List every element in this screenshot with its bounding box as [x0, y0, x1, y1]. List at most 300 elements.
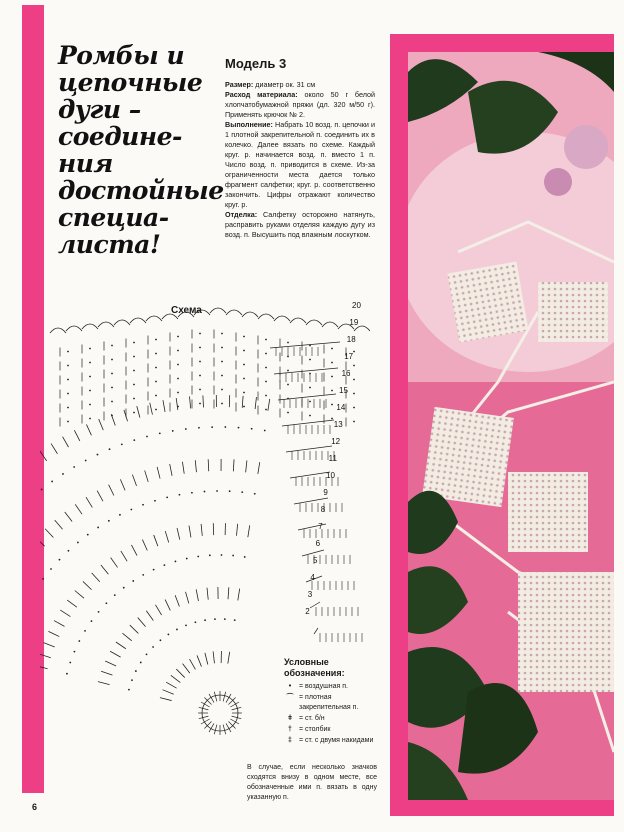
- diagram-dot: [111, 387, 113, 389]
- diagram-stroke: [163, 400, 165, 412]
- material-text: около 50 г белой хлопчатобумажной пряжи (дл. 320 м/50 г). Применять крючок № 2.: [225, 90, 375, 119]
- diagram-dot: [67, 393, 69, 395]
- diagram-stroke: [182, 462, 184, 474]
- doily-photo: [408, 52, 614, 800]
- diagram-stroke: [150, 403, 153, 415]
- round-number: 2: [305, 607, 310, 616]
- diagram-stroke: [154, 535, 158, 546]
- diagram-stroke: [55, 520, 63, 529]
- diagram-stroke: [160, 698, 172, 701]
- round-number: 12: [331, 437, 341, 446]
- diagram-dot: [309, 359, 311, 361]
- diagram-dot: [131, 679, 133, 681]
- diagram-stroke: [314, 628, 318, 634]
- scheme-label: Схема: [171, 305, 202, 316]
- diagram-stroke: [270, 342, 340, 348]
- diagram-arc: [290, 318, 306, 323]
- diagram-dot: [111, 359, 113, 361]
- diagram-dot: [265, 395, 267, 397]
- diagram-arc: [194, 310, 210, 315]
- diagram-stroke: [294, 498, 328, 504]
- diagram-dot: [132, 580, 134, 582]
- diagram-stroke: [204, 721, 211, 728]
- diagram-dot: [109, 448, 111, 450]
- round-number: 4: [310, 573, 315, 582]
- diagram-dot: [204, 491, 206, 493]
- diagram-stroke: [248, 525, 250, 537]
- round-number: 20: [352, 301, 361, 310]
- diagram-dot: [199, 403, 201, 405]
- diagram-dot: [78, 640, 80, 642]
- diagram-dot: [91, 620, 93, 622]
- diagram-dot: [142, 574, 144, 576]
- diagram-arc: [258, 314, 274, 319]
- legend-item: [284, 714, 374, 724]
- diagram-stroke: [51, 444, 57, 454]
- diagram-dot: [111, 373, 113, 375]
- diagram-dot: [216, 490, 218, 492]
- diagram-stroke: [190, 659, 196, 669]
- diagram-stroke: [101, 565, 109, 574]
- diagram-dot: [155, 409, 157, 411]
- diagram-dot: [177, 350, 179, 352]
- diagram-stroke: [86, 497, 92, 507]
- diagram-stroke: [146, 611, 153, 621]
- diagram-dot: [221, 361, 223, 363]
- diagram-stroke: [110, 651, 120, 657]
- diagram-dot: [67, 351, 69, 353]
- diagram-stroke: [165, 531, 168, 542]
- diagram-dot: [50, 568, 52, 570]
- diagram-dot: [89, 376, 91, 378]
- diagram-dot: [177, 406, 179, 408]
- diagram-dot: [146, 653, 148, 655]
- diagram-stroke: [274, 368, 338, 374]
- diagram-dot: [121, 443, 123, 445]
- diagram-dot: [155, 395, 157, 397]
- diagram-dot: [287, 384, 289, 386]
- diagram-dot: [232, 555, 234, 557]
- diagram-arc: [98, 322, 114, 327]
- diagram-dot: [142, 504, 144, 506]
- diagram-dot: [179, 494, 181, 496]
- diagram-dot: [265, 381, 267, 383]
- diagram-dot: [160, 639, 162, 641]
- size-paragraph: [225, 80, 375, 90]
- diagram-dot: [166, 496, 168, 498]
- diagram-dot: [42, 578, 44, 580]
- diagram-arc: [242, 312, 258, 317]
- diagram-dot: [175, 561, 177, 563]
- diagram-stroke: [63, 437, 69, 447]
- diagram-dot: [177, 364, 179, 366]
- diagram-dot: [186, 558, 188, 560]
- diagram-dot: [114, 594, 116, 596]
- diagram-note: В случае, если несколько значков сходятся внизу в одном месте, все обозначенные ими п. вязать в одну указанную п.: [247, 764, 377, 801]
- size-text: диаметр ок. 31 см: [255, 80, 316, 89]
- diagram-dot: [155, 353, 157, 355]
- half-double-icon: ǂ: [287, 715, 293, 722]
- diagram-dot: [221, 554, 223, 556]
- diagram-dot: [265, 409, 267, 411]
- diagram-stroke: [183, 664, 190, 674]
- diagram-stroke: [171, 675, 181, 682]
- diagram-dot: [331, 390, 333, 392]
- diagram-stroke: [99, 419, 104, 430]
- diagram-dot: [224, 426, 226, 428]
- headline-line: соедине-: [58, 122, 182, 151]
- diagram-dot: [67, 365, 69, 367]
- round-number: 8: [320, 505, 326, 514]
- diagram-dot: [221, 403, 223, 405]
- round-number: 3: [307, 590, 313, 599]
- diagram-stroke: [201, 524, 202, 536]
- round-number: 17: [344, 352, 354, 361]
- diagram-stroke: [101, 671, 112, 675]
- diagram-dot: [177, 378, 179, 380]
- diagram-dot: [309, 401, 311, 403]
- diagram-stroke: [98, 682, 110, 685]
- round-number: 13: [333, 420, 343, 429]
- headline-line: дуги –: [58, 95, 141, 124]
- diagram-dot: [214, 618, 216, 620]
- page-number: 6: [32, 802, 38, 812]
- diagram-stroke: [214, 725, 217, 735]
- diagram-stroke: [67, 600, 77, 607]
- diagram-stroke: [228, 721, 235, 728]
- headline-line: достойные: [58, 176, 224, 205]
- diagram-stroke: [122, 633, 131, 641]
- diagram-stroke: [130, 625, 139, 633]
- diagram-dot: [89, 390, 91, 392]
- diagram-stroke: [92, 573, 100, 582]
- legend-item: [284, 725, 374, 735]
- diagram-dot: [199, 361, 201, 363]
- diagram-stroke: [233, 459, 234, 471]
- diagram-dot: [353, 393, 355, 395]
- round-number: 14: [336, 403, 346, 412]
- diagram-stroke: [157, 467, 160, 479]
- diagram-stroke: [246, 460, 247, 472]
- diagram-dot: [85, 460, 87, 462]
- diagram-dot: [331, 376, 333, 378]
- diagram-dot: [243, 350, 245, 352]
- diagram-dot: [243, 392, 245, 394]
- diagram-stroke: [116, 642, 126, 649]
- diagram-stroke: [142, 540, 147, 551]
- diagram-dot: [133, 439, 135, 441]
- diagram-dot: [244, 556, 246, 558]
- diagram-dot: [41, 489, 43, 491]
- diagram-arc: [50, 328, 66, 333]
- round-number: 6: [315, 539, 321, 548]
- diagram-stroke: [111, 558, 118, 568]
- diagram-dot: [331, 418, 333, 420]
- diagram-stroke: [197, 655, 201, 666]
- diagram-dot: [153, 569, 155, 571]
- execution-text: Набрать 10 возд. п. цепочки и 1 плотной закрепительной п. соединить их в колечко. Далее вязать по схеме. Каждый круг. р. начинается возд. п. вместо 1 п. Число возд. п. приводится в схеме. Из-за ограниченности места дается только фрагмент салфетки; круг. р. соответственно закончить. Цифры отражают количество круг. р.: [225, 120, 375, 209]
- finishing-paragraph: [225, 210, 375, 240]
- diagram-dot: [221, 347, 223, 349]
- diagram-dot: [154, 500, 156, 502]
- diagram-dot: [353, 421, 355, 423]
- legend-text: = ст. с двумя накидами: [299, 737, 374, 744]
- diagram-dot: [133, 412, 135, 414]
- diagram-stroke: [86, 424, 91, 435]
- headline-line: листа!: [58, 230, 161, 259]
- diagram-dot: [84, 630, 86, 632]
- diagram-stroke: [199, 707, 209, 710]
- diagram-dot: [234, 619, 236, 621]
- diagram-dot: [309, 387, 311, 389]
- diagram-dot: [155, 381, 157, 383]
- diagram-stroke: [132, 475, 136, 486]
- diagram-dot: [159, 433, 161, 435]
- diagram-arc: [82, 324, 98, 329]
- diagram-dot: [331, 348, 333, 350]
- legend-item: [284, 682, 374, 692]
- diagram-stroke: [186, 592, 189, 604]
- diagram-dot: [111, 345, 113, 347]
- diagram-stroke: [242, 396, 243, 408]
- diagram-stroke: [196, 589, 198, 601]
- diagram-stroke: [48, 631, 59, 636]
- diagram-dot: [167, 634, 169, 636]
- diagram-stroke: [207, 588, 208, 600]
- diagram-dot: [243, 364, 245, 366]
- diagram-dot: [128, 689, 130, 691]
- diagram-stroke: [40, 451, 47, 461]
- diagram-stroke: [131, 545, 137, 556]
- diagram-dot: [133, 342, 135, 344]
- diagram-arc: [146, 316, 162, 321]
- diagram-dot: [199, 347, 201, 349]
- diagram-dot: [172, 430, 174, 432]
- diagram-dot: [251, 428, 253, 430]
- finishing-text: Салфетку осторожно натянуть, расправить руками отделяя каждую дугу из возд. п. Высушить под влажным лоскутком.: [225, 210, 375, 239]
- diagram-dot: [89, 404, 91, 406]
- diagram-dot: [111, 401, 113, 403]
- diagram-dot: [133, 356, 135, 358]
- diagram-stroke: [165, 600, 170, 611]
- headline-line: ния: [58, 149, 113, 178]
- diagram-stroke: [199, 716, 209, 719]
- diagram-dot: [264, 430, 266, 432]
- diagram-stroke: [83, 581, 92, 589]
- diagram-dot: [67, 421, 69, 423]
- diagram-arc: [178, 312, 194, 317]
- diagram-dot: [108, 520, 110, 522]
- diagram-dot: [111, 415, 113, 417]
- diagram-dot: [254, 493, 256, 495]
- diagram-arc: [322, 322, 338, 327]
- diagram-dot: [353, 379, 355, 381]
- diagram-dot: [211, 426, 213, 428]
- legend-item: [284, 736, 374, 746]
- diagram-dot: [199, 375, 201, 377]
- material-label: Расход материала:: [225, 90, 298, 99]
- diagram-dot: [155, 367, 157, 369]
- diagram-stroke: [205, 653, 208, 665]
- diagram-dot: [97, 454, 99, 456]
- diagram-dot: [98, 611, 100, 613]
- diagram-dot: [265, 339, 267, 341]
- diagram-stroke: [204, 697, 211, 704]
- diagram-dot: [123, 587, 125, 589]
- diagram-dot: [68, 550, 70, 552]
- diagram-stroke: [121, 551, 127, 561]
- diagram-stroke: [45, 529, 53, 538]
- diagram-arc: [306, 320, 322, 325]
- diagram-stroke: [44, 643, 55, 647]
- legend-item: [284, 693, 374, 713]
- article-text: [225, 80, 375, 240]
- diagram-stroke: [40, 666, 48, 669]
- diagram-stroke: [310, 602, 320, 608]
- diagram-stroke: [208, 459, 209, 471]
- diagram-dot: [163, 564, 165, 566]
- diagram-stroke: [74, 430, 79, 441]
- diagram-stroke: [65, 512, 72, 521]
- diagram-stroke: [105, 661, 116, 666]
- diagram-dot: [353, 407, 355, 409]
- diagram-dot: [135, 670, 137, 672]
- diagram-dot: [62, 473, 64, 475]
- legend-text: = столбик: [299, 726, 331, 733]
- diagram-stroke: [109, 485, 114, 496]
- diagram-stroke: [278, 394, 336, 400]
- diagram-stroke: [232, 707, 242, 710]
- diagram-stroke: [75, 504, 82, 514]
- diagram-dot: [67, 379, 69, 381]
- diagram-arc: [130, 318, 146, 323]
- headline-line: специа-: [58, 203, 169, 232]
- diagram-dot: [224, 618, 226, 620]
- diagram-dot: [177, 336, 179, 338]
- diagram-dot: [287, 342, 289, 344]
- diagram-stroke: [120, 479, 125, 490]
- diagram-dot: [221, 389, 223, 391]
- headline: [58, 41, 224, 259]
- diagram-dot: [204, 619, 206, 621]
- diagram-stroke: [286, 446, 332, 452]
- diagram-dot: [69, 662, 71, 664]
- diagram-dot: [97, 527, 99, 529]
- diagram-stroke: [228, 697, 235, 704]
- diagram-dot: [67, 407, 69, 409]
- diagram-stroke: [223, 725, 226, 735]
- diagram-dot: [89, 348, 91, 350]
- diagram-stroke: [175, 595, 179, 606]
- diagram-dot: [119, 514, 121, 516]
- legend-text: = воздушная п.: [299, 683, 348, 690]
- diagram-stroke: [255, 397, 256, 409]
- round-number: 5: [313, 556, 318, 565]
- legend-text: = ст. б/н: [299, 715, 325, 722]
- diagram-dot: [241, 491, 243, 493]
- slip-stitch-icon: ⌒: [286, 694, 294, 701]
- diagram-stroke: [170, 464, 172, 476]
- diagram-dot: [185, 624, 187, 626]
- diagram-stroke: [213, 651, 214, 663]
- round-number: 10: [326, 471, 335, 480]
- round-number: 19: [349, 318, 359, 327]
- diagram-dot: [331, 362, 333, 364]
- diagram-dot: [133, 398, 135, 400]
- diagram-stroke: [268, 399, 270, 411]
- diagram-dot: [209, 554, 211, 556]
- legend-title: Условные обозначения:: [284, 657, 345, 678]
- diagram-dot: [265, 353, 267, 355]
- diagram-stroke: [75, 590, 84, 598]
- diagram-stroke: [228, 587, 229, 599]
- diagram-stroke: [138, 618, 146, 627]
- legend-text: = плотная закрепительная п.: [299, 694, 359, 711]
- diagram-dot: [194, 621, 196, 623]
- diagram-dot: [140, 662, 142, 664]
- material-paragraph: [225, 90, 375, 120]
- diagram-dot: [133, 384, 135, 386]
- diagram-stroke: [155, 605, 161, 615]
- round-number: 11: [328, 454, 337, 463]
- diagram-dot: [221, 333, 223, 335]
- diagram-dot: [87, 534, 89, 536]
- round-number: 16: [341, 369, 351, 378]
- diagram-dot: [243, 406, 245, 408]
- diagram-dot: [353, 365, 355, 367]
- diagram-stroke: [238, 589, 240, 601]
- headline-line: цепочные: [58, 68, 203, 97]
- diagram-dot: [185, 428, 187, 430]
- diagram-dot: [191, 492, 193, 494]
- diagram-stroke: [163, 690, 174, 695]
- headline-line: Ромбы и: [58, 41, 185, 70]
- diagram-stroke: [40, 654, 51, 658]
- diagram-dot: [133, 370, 135, 372]
- diagram-arc: [66, 326, 82, 331]
- diagram-dot: [152, 646, 154, 648]
- diagram-arc: [274, 316, 290, 321]
- execution-paragraph: [225, 120, 375, 210]
- diagram-stroke: [282, 420, 334, 426]
- diagram-stroke: [60, 610, 70, 616]
- diagram-dot: [265, 367, 267, 369]
- diagram-stroke: [97, 491, 103, 502]
- diagram-stroke: [203, 395, 204, 407]
- diagram-dot: [243, 336, 245, 338]
- diagram-stroke: [258, 462, 260, 474]
- diagram-arc: [226, 310, 242, 315]
- finishing-label: Отделка:: [225, 210, 258, 219]
- diagram-stroke: [195, 460, 196, 472]
- diagram-stroke: [232, 716, 242, 719]
- diagram-stroke: [190, 396, 191, 408]
- diagram-stroke: [214, 692, 217, 702]
- round-number: 7: [318, 522, 323, 531]
- diagram-dot: [238, 427, 240, 429]
- diagram-dot: [66, 673, 68, 675]
- diagram-dot: [287, 370, 289, 372]
- round-number: 15: [339, 386, 348, 395]
- diagram-stroke: [237, 524, 238, 536]
- round-number: 9: [323, 488, 328, 497]
- diagram-stroke: [223, 692, 226, 702]
- diagram-stroke: [40, 538, 45, 546]
- diagram-dot: [309, 415, 311, 417]
- diagram-dot: [331, 404, 333, 406]
- diagram-dot: [59, 559, 61, 561]
- diagram-dot: [199, 389, 201, 391]
